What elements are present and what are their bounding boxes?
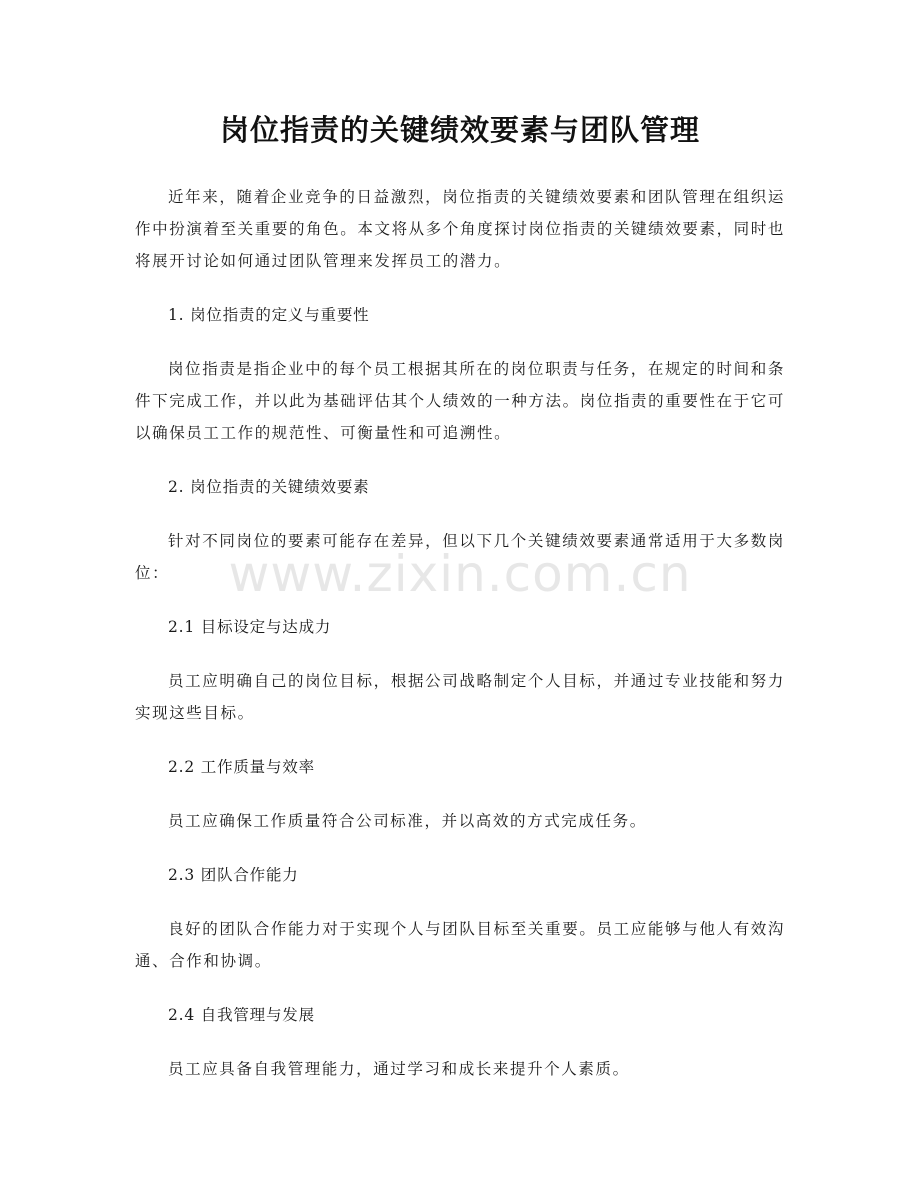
page-title: 岗位指责的关键绩效要素与团队管理 [219,113,700,147]
section-2-2-paragraph: 员工应确保工作质量符合公司标准，并以高效的方式完成任务。 [168,812,647,830]
section-heading-2-1: 2.1 目标设定与达成力 [168,618,332,636]
section-2-4-paragraph: 员工应具备自我管理能力，通过学习和成长来提升个人素质。 [168,1060,630,1078]
watermark: www.zixin.com.cn [228,545,692,603]
section-2-paragraph: 针对不同岗位的要素可能存在差异，但以下几个关键绩效要素通常适用于大多数岗位： [135,532,785,582]
section-heading-2-2: 2.2 工作质量与效率 [168,758,315,776]
section-heading-2-4: 2.4 自我管理与发展 [168,1006,315,1024]
section-heading-1: 1. 岗位指责的定义与重要性 [168,306,370,324]
section-1-paragraph: 岗位指责是指企业中的每个员工根据其所在的岗位职责与任务，在规定的时间和条件下完成工作，并以此为基础评估其个人绩效的一种方法。岗位指责的重要性在于它可以确保员工工作的规范性、可衡量性和可追溯性。 [135,360,785,442]
section-heading-2: 2. 岗位指责的关键绩效要素 [168,478,370,496]
section-2-1-paragraph: 员工应明确自己的岗位目标，根据公司战略制定个人目标，并通过专业技能和努力实现这些目标。 [135,672,785,722]
intro-paragraph: 近年来，随着企业竞争的日益激烈，岗位指责的关键绩效要素和团队管理在组织运作中扮演着至关重要的角色。本文将从多个角度探讨岗位指责的关键绩效要素，同时也将展开讨论如何通过团队管理来发挥员工的潜力。 [135,188,785,270]
document-body [135,181,785,1107]
section-2-3-paragraph: 良好的团队合作能力对于实现个人与团队目标至关重要。员工应能够与他人有效沟通、合作和协调。 [135,920,785,970]
section-heading-2-3: 2.3 团队合作能力 [168,866,299,884]
